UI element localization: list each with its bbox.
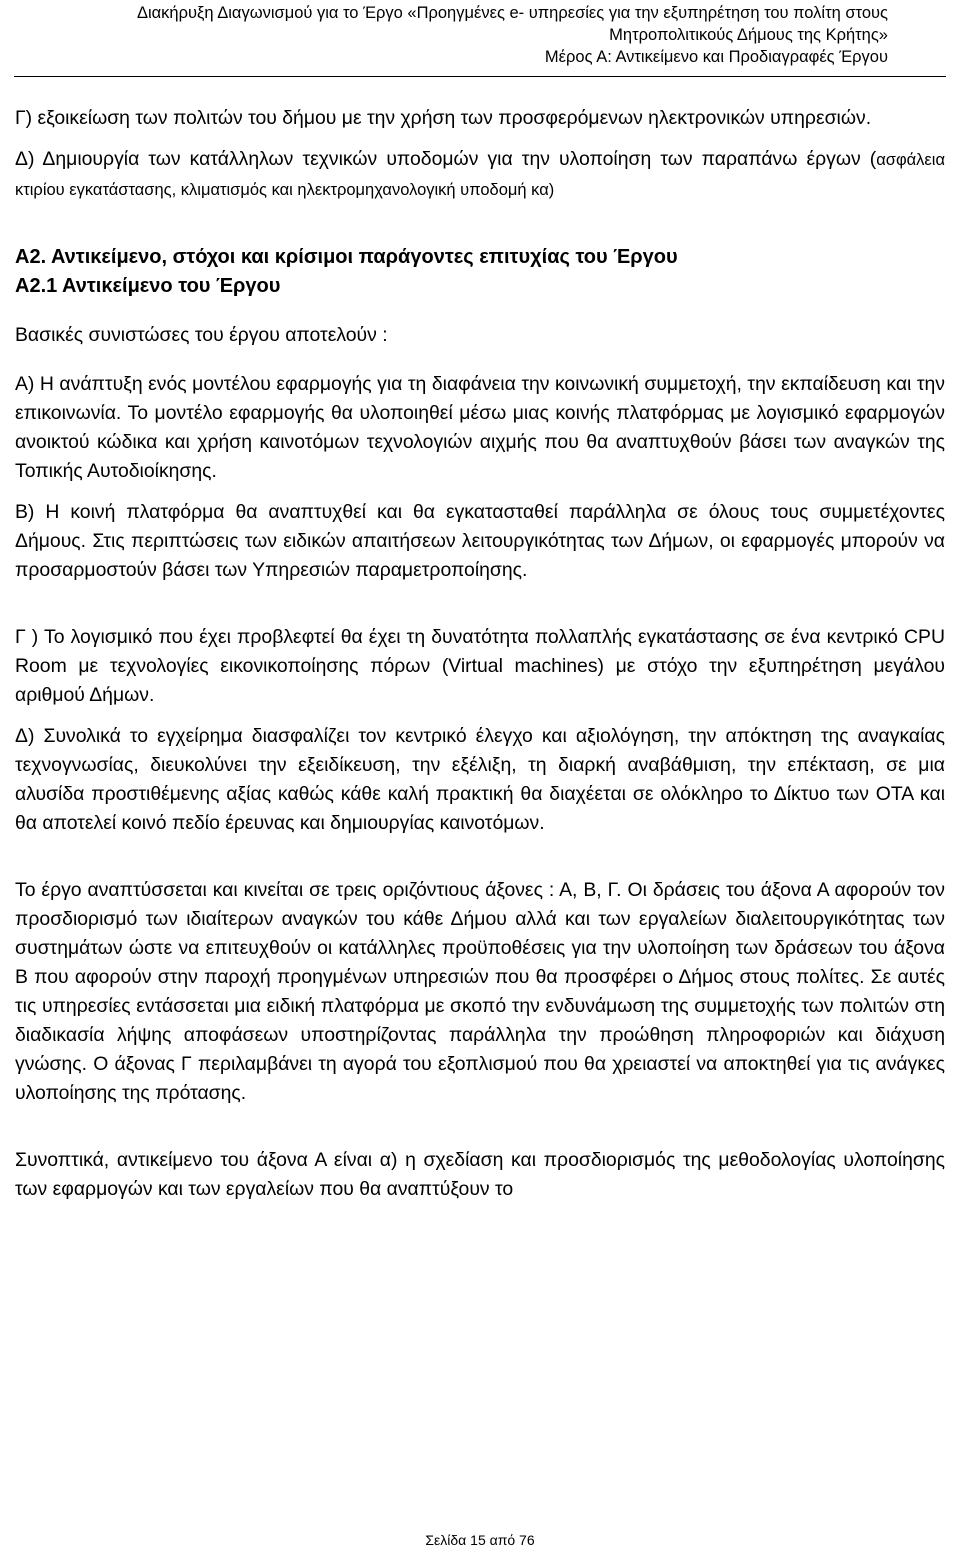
paragraph-b: Β) Η κοινή πλατφόρμα θα αναπτυχθεί και θα εγκατασταθεί παράλληλα σε όλους τους συμμετέχοντες Δήμους. Στις περιπτώσεις των ειδικών απαιτήσεων λειτουργικότητας των Δήμων, οι εφαρμογές μπορούν να προσαρμοστούν βάσει των Υπηρεσιών παραμετροποίησης. — [15, 501, 945, 581]
header-section-line: Μέρος Α: Αντικείμενο και Προδιαγραφές Έργου — [544, 48, 888, 66]
item-d-detail-text: ασφάλεια κτιρίου εγκατάστασης, κλιματισμός και ηλεκτρομηχανολογική υποδομή κα) — [15, 151, 945, 199]
header-divider — [14, 76, 946, 77]
paragraph-axes: Το έργο αναπτύσσεται και κινείται σε τρεις οριζόντιους άξονες : Α, Β, Γ. Οι δράσεις του άξονα Α αφορούν τον προσδιορισμό των ιδιαίτερων αναγκών του κάθε Δήμου αλλά και των εργαλείων διαλειτουργικότητας των συστημάτων ώστε να επιτευχθούν οι κατάλληλες προϋποθέσεις για την υλοποίηση των δράσεων του άξονα Β που αφορούν στην παροχή προηγμένων υπηρεσιών που θα προσφέρει ο Δήμος στους πολίτες. Σε αυτές τις υπηρεσίες εντάσσεται μια ειδική πλατφόρμα με σκοπό την ενδυνάμωση της συμμετοχής των πολιτών στη διαδικασία λήψης αποφάσεων υποστηρίζοντας παράλληλα την προώθηση πληροφοριών και διάχυση γνώσης. Ο άξονας Γ περιλαμβάνει τη αγορά του εξοπλισμού που θα χρειαστεί να αποκτηθεί για τις ανάγκες υλοποίησης της πρότασης. — [15, 879, 945, 1104]
header-title-line-1: Διακήρυξη Διαγωνισμού για το Έργο «Προηγμένες e- υπηρεσίες για την εξυπηρέτηση του πολίτη στους — [136, 4, 888, 22]
section-heading-a2: Α2. Αντικείμενο, στόχοι και κρίσιμοι παράγοντες επιτυχίας του Έργου — [15, 246, 678, 268]
page-number: Σελίδα 15 από 76 — [425, 1532, 535, 1548]
page-header — [8, 2, 888, 68]
item-d-main-text: Δ) Δημιουργία των κατάλληλων τεχνικών υποδομών για την υλοποίηση των παραπάνω έργων ( — [15, 148, 877, 170]
document-body — [15, 104, 945, 1204]
paragraph-summary: Συνοπτικά, αντικείμενο του άξονα Α είναι α) η σχεδίαση και προσδιορισμός της μεθοδολογίας υλοποίησης των εφαρμογών και των εργαλείων που θα αναπτύξουν το — [15, 1149, 945, 1200]
paragraph-d: Δ) Συνολικά το εγχείρημα διασφαλίζει τον κεντρικό έλεγχο και αξιολόγηση, την απόκτηση της αναγκαίας τεχνογνωσίας, διευκολύνει την εξειδίκευση, την εξέλιξη, τη διαρκή αναβάθμιση, την επέκταση, σε μια αλυσίδα προστιθέμενης αξίας καθώς κάθε καλή πρακτική θα διαχέεται σε ολόκληρο το Δίκτυο των ΟΤΑ και θα αποτελεί κοινό πεδίο έρευνας και δημιουργίας καινοτόμων. — [15, 725, 945, 834]
paragraph-c: Γ ) Το λογισμικό που έχει προβλεφτεί θα έχει τη δυνατότητα πολλαπλής εγκατάστασης σε ένα κεντρικό CPU Room με τεχνολογίες εικονικοποίησης πόρων (Virtual machines) με στόχο την εξυπηρέτηση μεγάλου αριθμού Δήμων. — [15, 626, 945, 706]
item-d-paragraph — [15, 145, 945, 205]
item-g-paragraph: Γ) εξοικείωση των πολιτών του δήμου με την χρήση των προσφερόμενων ηλεκτρονικών υπηρεσιών. — [15, 107, 872, 129]
header-title-line-2: Μητροπολιτικούς Δήμους της Κρήτης» — [609, 26, 888, 44]
section-heading-a2-1: Α2.1 Αντικείμενο του Έργου — [15, 275, 281, 297]
paragraph-a: Α) Η ανάπτυξη ενός μοντέλου εφαρμογής για τη διαφάνεια την κοινωνική συμμετοχή, την εκπαίδευση και την επικοινωνία. Το μοντέλο εφαρμογής θα υλοποιηθεί μέσω μιας κοινής πλατφόρμας με λογισμικό εφαρμογών ανοικτού κώδικα και χρήση καινοτόμων τεχνολογιών αιχμής που θα αναπτυχθούν βάσει των αναγκών της Τοπικής Αυτοδιοίκησης. — [15, 373, 945, 482]
intro-paragraph: Βασικές συνιστώσες του έργου αποτελούν : — [15, 324, 388, 346]
